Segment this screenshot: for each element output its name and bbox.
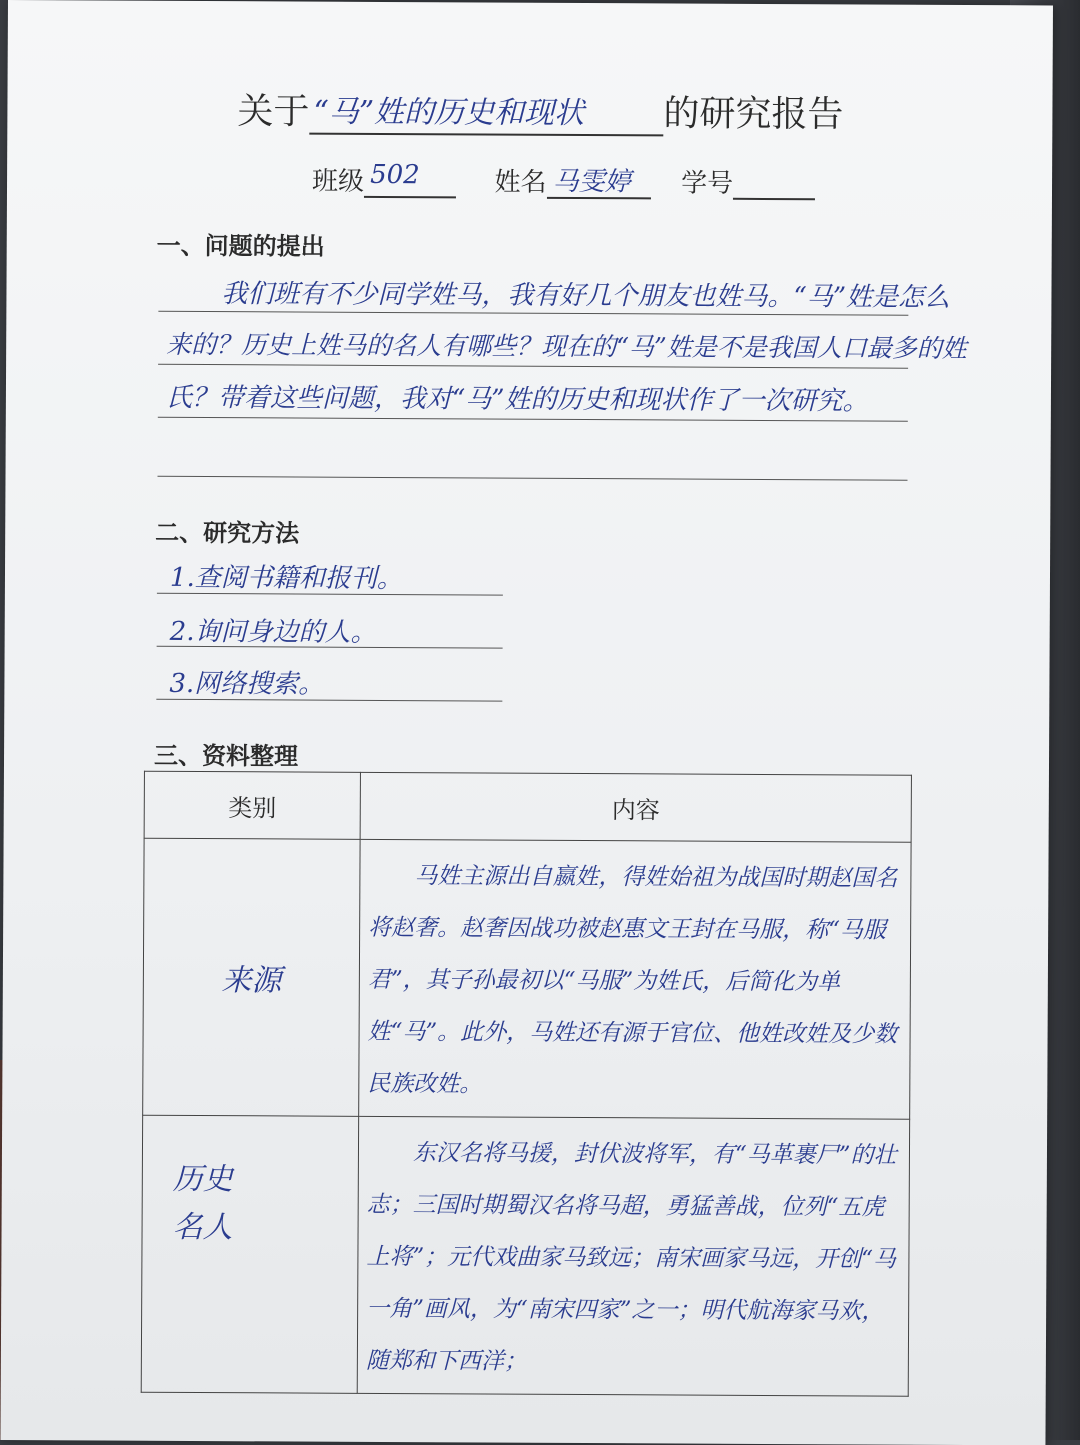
class-field: 502	[364, 160, 456, 198]
method-item-2: 2.询问身边的人。	[169, 616, 377, 648]
report-title	[237, 83, 843, 146]
question-text-line-3: 氏？带着这些问题，我对“马”姓的历史和现状作了一次研究。	[165, 382, 869, 417]
table-row	[143, 838, 911, 1119]
row-content-cell	[357, 1116, 909, 1396]
table-header-row	[144, 771, 911, 842]
name-field: 马雯婷	[547, 161, 651, 200]
table-header-content: 内容	[360, 772, 911, 842]
method-item-3: 3.网络搜索。	[169, 668, 325, 700]
row-content: 马姓主源出自嬴姓，得姓始祖为战国时期赵国名将赵奢。赵奢因战功被赵惠文王封在马服，称“马服君”，其子孙最初以“马服”为姓氏，后简化为单姓“马”。此外，马姓还有源于官位、他姓改姓及少数民族改姓。	[367, 863, 898, 1098]
table-header-category: 类别	[144, 771, 360, 839]
row-category: 来源	[221, 963, 282, 999]
table-row	[141, 1115, 909, 1396]
question-line	[158, 418, 908, 481]
title-suffix: 的研究报告	[663, 93, 844, 136]
title-topic-field: “马”姓的历史和现状	[309, 87, 663, 137]
row-category-cell	[143, 838, 360, 1116]
question-text-line-2: 来的？历史上姓马的名人有哪些？现在的“马”姓是不是我国人口最多的姓	[166, 329, 967, 364]
row-category: 历史名人	[172, 1161, 233, 1246]
name-label: 姓名	[494, 167, 547, 198]
data-table	[141, 771, 912, 1397]
row-content-cell	[359, 839, 911, 1119]
section2-heading: 二、研究方法	[155, 517, 300, 548]
method-item-1: 1.查阅书籍和报刊。	[169, 562, 403, 595]
section1-heading: 一、问题的提出	[156, 230, 325, 261]
title-prefix: 关于	[237, 91, 310, 133]
row-category-cell	[141, 1115, 358, 1393]
row-content: 东汉名将马援，封伏波将军，有“马革裹尸”的壮志；三国时期蜀汉名将马超，勇猛善战，位列“五虎上将”；元代戏曲家马致远；南宋画家马远，开创“马一角”画风，为“南宋四家”之一；明代航海家马欢，随郑和下西洋；	[365, 1140, 897, 1375]
id-field	[733, 162, 815, 200]
class-label: 班级	[311, 166, 365, 197]
question-text-line-1: 我们班有不少同学姓马，我有好几个朋友也姓马。“马”姓是怎么	[221, 279, 951, 313]
id-label: 学号	[681, 168, 734, 199]
section3-heading: 三、资料整理	[153, 740, 299, 771]
student-info-row	[312, 160, 815, 201]
